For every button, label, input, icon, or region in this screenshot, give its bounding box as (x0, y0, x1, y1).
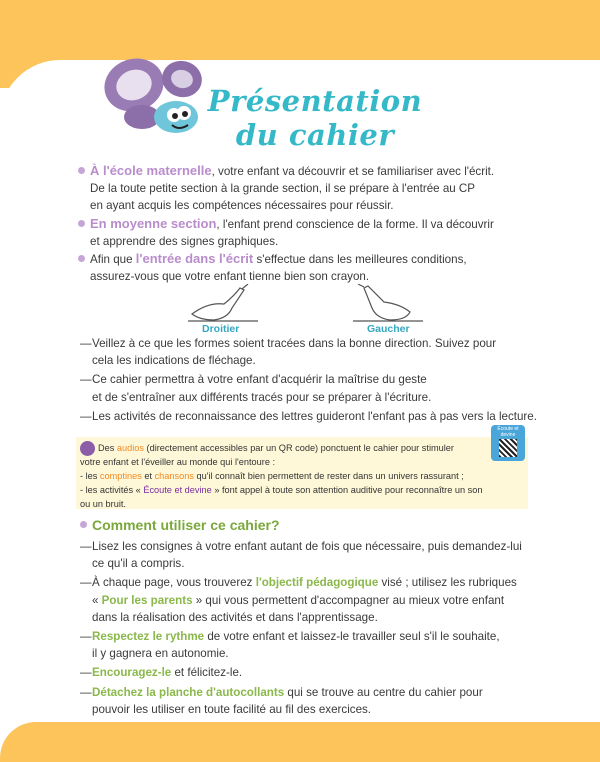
qr-code-icon[interactable] (491, 425, 525, 461)
audio-line: Des audios (directement accessibles par un QR code) ponctuent le cahier pour stimuler (98, 443, 454, 453)
intro-text: , votre enfant va découvrir et se familiariser avec l'écrit. (211, 165, 495, 178)
bullet-dot-icon (80, 521, 87, 528)
list-item: — Détachez la planche d'autocollants qui se trouve au centre du cahier pour pouvoir les utiliser en toute facilité au fil des exercices. (80, 685, 483, 716)
intro-highlight: En moyenne section (90, 215, 217, 231)
speaker-icon (80, 441, 95, 456)
title-line-2: du cahier (235, 118, 395, 152)
intro-text: s'effectue dans les meilleures conditions, (253, 253, 467, 267)
howto-list (80, 538, 540, 720)
audio-line: votre enfant et l'éveiller au monde qui l'entoure : (80, 457, 276, 467)
bullet-dot-icon (78, 220, 85, 227)
list-item: — Encouragez-le et félicitez-le. (80, 666, 243, 680)
intro-highlight: l'entrée dans l'écrit (135, 251, 254, 267)
intro-bullet (80, 215, 530, 233)
audio-line: - les activités « Écoute et devine » font appel à toute son attention auditive pour reconnaître un son (80, 485, 483, 495)
list-item: — Veillez à ce que les formes soient tracées dans la bonne direction. Suivez pour cela les indications de fléchage. (80, 337, 497, 368)
intro-text: , l'enfant prend conscience de la forme. Il va découvrir (216, 217, 494, 231)
list-item: — Lisez les consignes à votre enfant autant de fois que nécessaire, puis demandez-lui ce qu'il a compris. (80, 540, 522, 571)
intro-continuation: assurez-vous que votre enfant tienne bien son crayon. (90, 270, 370, 284)
list-item: — À chaque page, vous trouverez l'objectif pédagogique visé ; utilisez les rubriques « Pour les parents » qui vous permettent d'accompagner au mieux votre enfant dans la réalisation des activités et dans l'apprentissage. (80, 576, 517, 624)
right-hand-icon (188, 284, 258, 321)
right-handed-label: Droitier (202, 323, 240, 335)
audio-line: - les comptines et chansons qu'il connaît bien permettent de rester dans un univers rassurant ; (80, 471, 464, 481)
audio-line: ou un bruit. (80, 499, 126, 509)
audio-info-box (76, 437, 528, 509)
butterfly-mascot-icon (102, 55, 212, 145)
qr-label: Écoute et devine (497, 426, 519, 438)
intro-continuation: et apprendre des signes graphiques. (90, 234, 279, 248)
guidelines-list (80, 335, 540, 427)
bullet-dot-icon (78, 255, 85, 262)
page-title (200, 84, 430, 152)
list-item: — Ce cahier permettra à votre enfant d'acquérir la maîtrise du geste et de s'entraîner aux différents tracés pour se préparer à l'écriture. (80, 373, 432, 404)
bullet-dot-icon (78, 167, 85, 174)
left-handed-label: Gaucher (367, 323, 410, 335)
list-item: — Respectez le rythme de votre enfant et laissez-le travailler seul s'il le souhaite, il y gagnera en autonomie. (80, 630, 500, 661)
intro-bullet (80, 250, 530, 268)
intro-bullet (80, 162, 530, 180)
intro-continuation: De la toute petite section à la grande section, il se prépare à l'entrée au CP (90, 182, 476, 196)
intro-continuation: en ayant acquis les compétences nécessaires pour réussir. (90, 199, 394, 213)
intro-highlight: À l'école maternelle (90, 163, 212, 178)
left-hand-icon (353, 284, 423, 321)
bottom-decorative-band (0, 722, 600, 762)
howto-heading: Comment utiliser ce cahier? (80, 517, 280, 533)
list-item: — Les activités de reconnaissance des lettres guideront l'enfant pas à pas vers la lecture. (80, 409, 537, 423)
title-line-1: Présentation (207, 84, 423, 118)
intro-section (80, 162, 530, 285)
intro-prefix: Afin que (90, 253, 136, 267)
